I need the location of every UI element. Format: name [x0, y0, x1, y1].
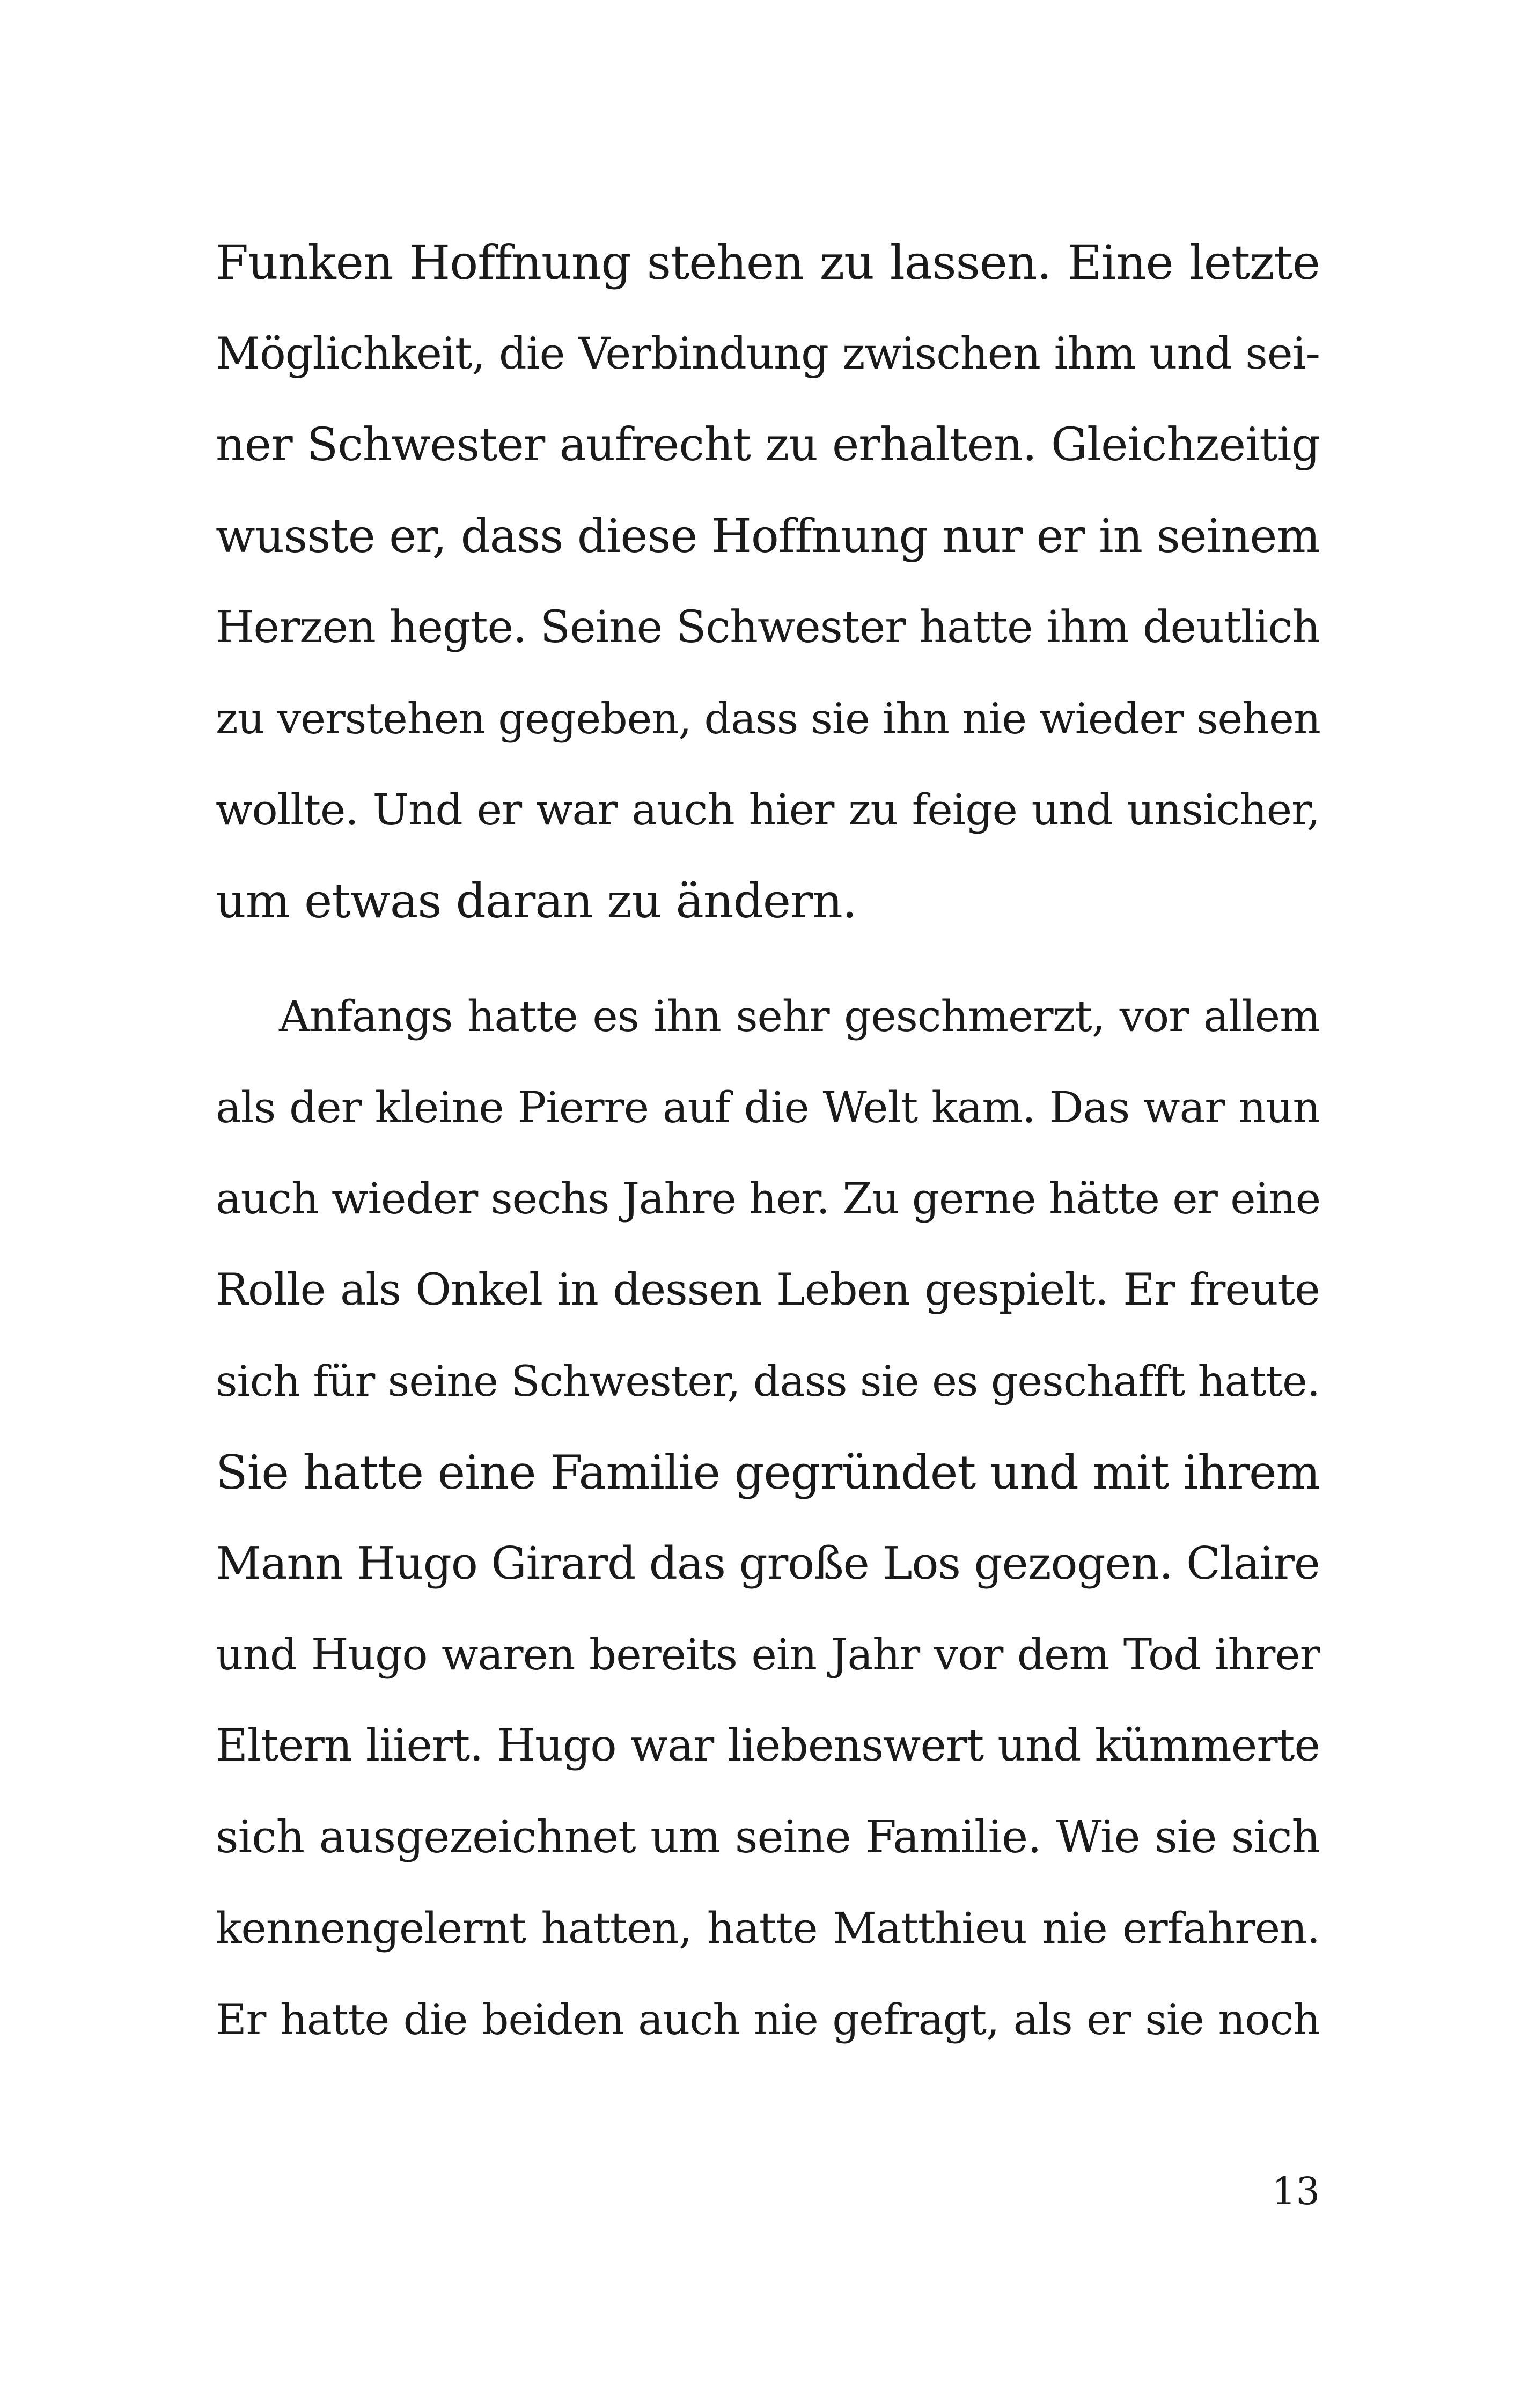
text-line: wusste er, dass diese Hoffnung nur er in seinem: [216, 510, 1320, 563]
text-line: ner Schwester aufrecht zu erhalten. Gleichzeitig: [216, 418, 1320, 472]
text-line: als der kleine Pierre auf die Welt kam. Das war nun: [216, 1083, 1320, 1132]
text-line: sich für seine Schwester, dass sie es geschafft hatte.: [216, 1357, 1320, 1406]
text-line: Möglichkeit, die Verbindung zwischen ihm und sei-: [216, 329, 1320, 379]
text-line: auch wieder sechs Jahre her. Zu gerne hätte er eine: [216, 1174, 1321, 1224]
text-line: zu verstehen gegeben, dass sie ihn nie wieder sehen: [216, 694, 1320, 743]
text-line: und Hugo waren bereits ein Jahr vor dem Tod ihrer: [216, 1630, 1320, 1680]
text-line: Er hatte die beiden auch nie gefragt, als er sie noch: [216, 1995, 1320, 2044]
text-line: Rolle als Onkel in dessen Leben gespielt. Er freute: [216, 1265, 1320, 1315]
text-line: um etwas daran zu ändern.: [216, 873, 857, 929]
page-number: 13: [1272, 2169, 1320, 2213]
text-line: Sie hatte eine Familie gegründet und mit ihrem: [216, 1445, 1320, 1500]
text-line: wollte. Und er war auch hier zu feige und unsicher,: [216, 785, 1320, 835]
text-line: Funken Hoffnung stehen zu lassen. Eine letzte: [216, 235, 1320, 290]
text-line: sich ausgezeichnet um seine Familie. Wie sie sich: [216, 1811, 1320, 1863]
text-line: Eltern liiert. Hugo war liebenswert und kümmerte: [216, 1720, 1320, 1771]
text-line: Mann Hugo Girard das große Los gezogen. Claire: [216, 1537, 1320, 1589]
text-line: kennengelernt hatten, hatte Matthieu nie erfahren.: [216, 1903, 1320, 1953]
text-line: Herzen hegte. Seine Schwester hatte ihm deutlich: [216, 602, 1320, 653]
text-line: Anfangs hatte es ihn sehr geschmerzt, vor allem: [279, 991, 1320, 1041]
